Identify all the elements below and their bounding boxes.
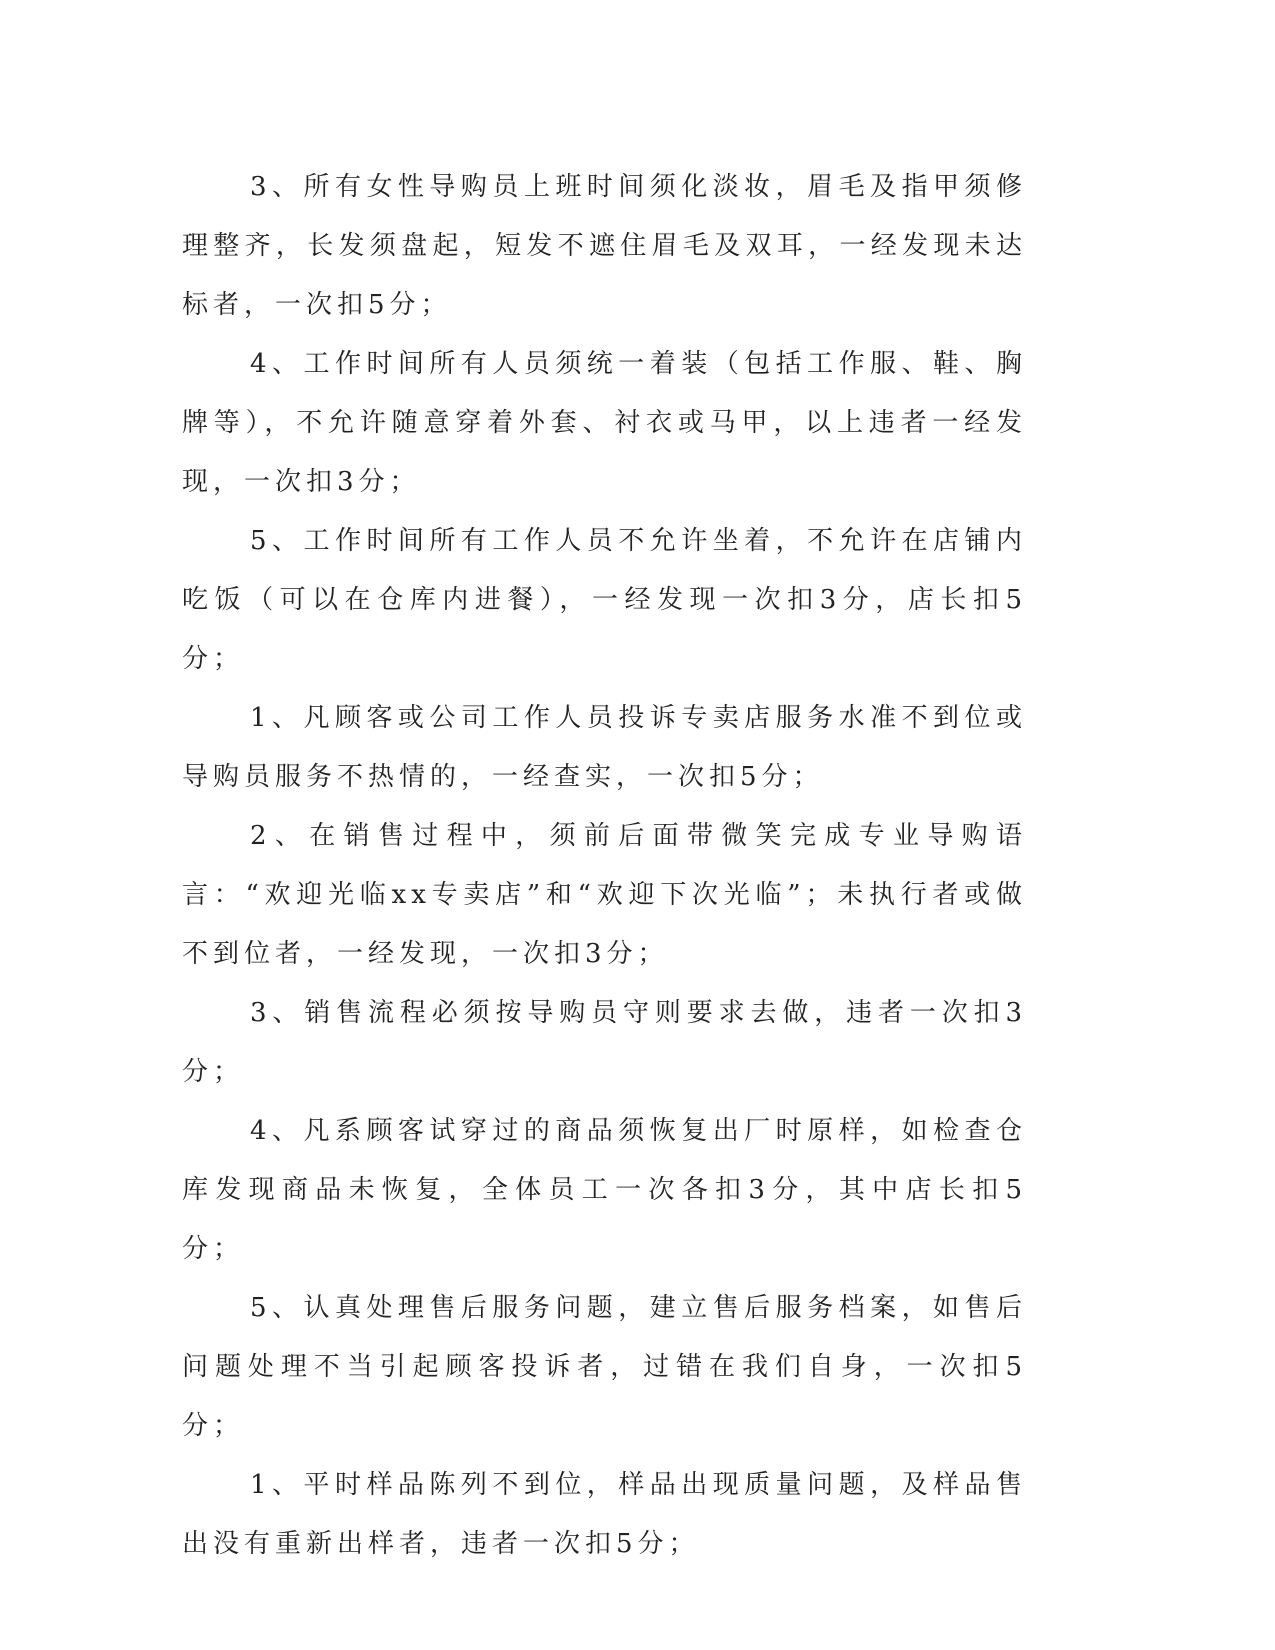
paragraph-greeting-rule: 2、在销售过程中，须前后面带微笑完成专业导购语言：“欢迎光临xx专卖店”和“欢迎下次光临”；未执行者或做不到位者，一经发现，一次扣3分； [182,821,1027,969]
paragraph-try-on-rule: 4、凡系顾客试穿过的商品须恢复出厂时原样，如检查仓库发现商品未恢复，全体员工一次各扣3分，其中店长扣5分； [182,1116,1027,1264]
paragraph-uniform-rule: 4、工作时间所有人员须统一着装（包括工作服、鞋、胸牌等），不允许随意穿着外套、衬衣或马甲，以上违者一经发现，一次扣3分； [182,349,1027,497]
paragraph-sample-display-rule: 1、平时样品陈列不到位，样品出现质量问题，及样品售出没有重新出样者，违者一次扣5分； [182,1470,1027,1559]
document-body [182,158,1027,1574]
paragraph-complaint-rule: 1、凡顾客或公司工作人员投诉专卖店服务水准不到位或导购员服务不热情的，一经查实，一次扣5分； [182,703,1027,792]
paragraph-grooming-rule: 3、所有女性导购员上班时间须化淡妆，眉毛及指甲须修理整齐，长发须盘起，短发不遮住眉毛及双耳，一经发现未达标者，一次扣5分； [182,172,1027,320]
paragraph-after-sales-rule: 5、认真处理售后服务问题，建立售后服务档案，如售后问题处理不当引起顾客投诉者，过错在我们自身，一次扣5分； [182,1293,1027,1441]
paragraph-sitting-eating-rule: 5、工作时间所有工作人员不允许坐着，不允许在店铺内吃饭（可以在仓库内进餐），一经发现一次扣3分，店长扣5分； [182,526,1027,674]
paragraph-sales-process-rule: 3、销售流程必须按导购员守则要求去做，违者一次扣3分； [182,998,1027,1087]
